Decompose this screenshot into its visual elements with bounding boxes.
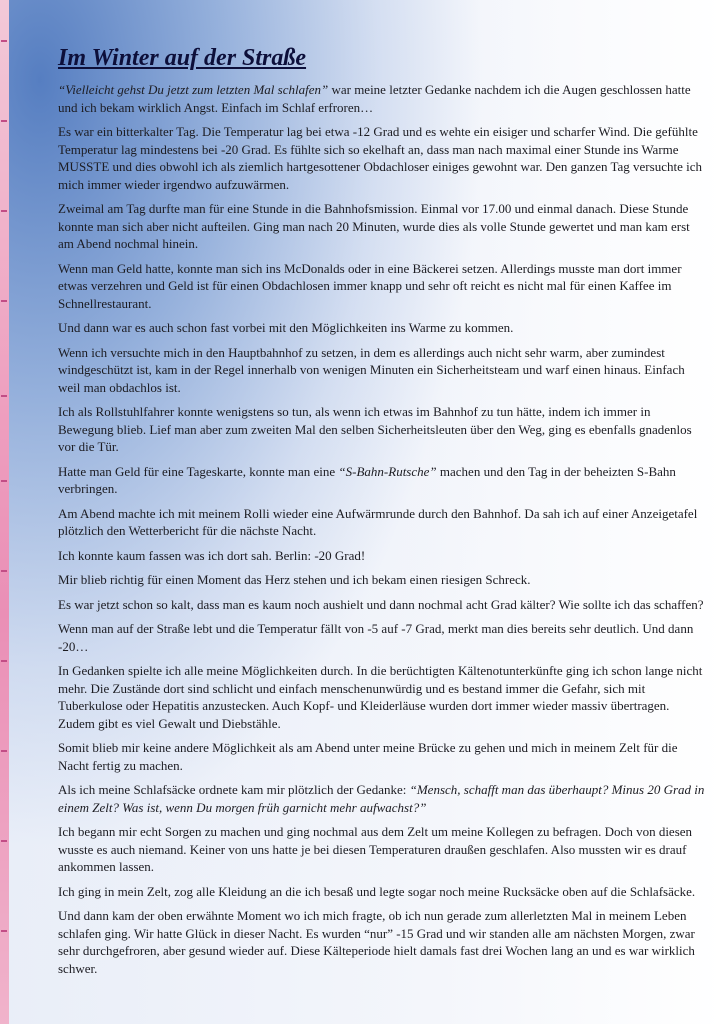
paragraph-text: Als ich meine Schlafsäcke ordnete kam mir plötzlich der Gedanke: — [58, 782, 410, 797]
paragraph: Ich ging in mein Zelt, zog alle Kleidung an die ich besaß und legte sogar noch meine Rucksäcke oben auf die Schlafsäcke. — [58, 883, 696, 899]
paragraph: In Gedanken spielte ich alle meine Möglichkeiten durch. In die berüchtigten Kältenotunterkünfte ging ich schon lange nicht mehr. Die Zustände dort sind schlicht und einfach menschenunwürdig und es bestand immer die Gefahr, sich mit Tuberkulose oder Hepatitis anzustecken. Auch Kopf- und Kleiderläuse wurden dort immer wieder massiv übertragen. Zudem gibt es viel Gewalt und Diebstähle. — [58, 663, 703, 731]
paragraph: Ich begann mir echt Sorgen zu machen und ging nochmal aus dem Zelt um meine Kollegen zu befragen. Doch von diesen wusste es auch niemand. Keiner von uns hatte je bei diesen Temperaturen draußen geschlafen. Also mussten wir es drauf ankommen lassen. — [58, 824, 693, 874]
article — [58, 44, 706, 984]
paragraph: Am Abend machte ich mit meinem Rolli wieder eine Aufwärmrunde durch den Bahnhof. Da sah ich auf einer Anzeigetafel plötzlich den Wetterbericht für die nächste Nacht. — [58, 505, 698, 538]
edge-mark — [1, 750, 7, 752]
paragraph-text: machen und den Tag in der beheizten S-Bahn verbringen. — [58, 463, 676, 496]
paragraph: Es war jetzt schon so kalt, dass man es kaum noch aushielt und dann nochmal acht Grad kälter? Wie sollte ich das schaffen? — [58, 596, 704, 612]
page-edge-strip — [0, 0, 9, 1024]
page-title: Im Winter auf der Straße — [58, 45, 307, 71]
paragraph: Zweimal am Tag durfte man für eine Stunde in die Bahnhofsmission. Einmal vor 17.00 und einmal danach. Diese Stunde konnte man sich aber nicht aufteilen. Ging man nach 20 Minuten, wurde dies als volle Stunde gewertet und man kam erst am Abend nochmal hinein. — [58, 201, 690, 251]
paragraph: Wenn man auf der Straße lebt und die Temperatur fällt von -5 auf -7 Grad, merkt man dies bereits sehr deutlich. Und dann -20… — [58, 621, 694, 654]
paragraph-text: Hatte man Geld für eine Tageskarte, konnte man eine — [58, 463, 339, 479]
edge-mark — [1, 660, 7, 662]
edge-mark — [1, 210, 7, 212]
edge-mark — [1, 120, 7, 122]
edge-mark — [1, 300, 7, 302]
edge-mark — [1, 930, 7, 932]
paragraph: Wenn ich versuchte mich in den Hauptbahnhof zu setzen, in dem es allerdings auch nicht sehr warm, aber zumindest windgeschützt ist, kam in der Regel innerhalb von wenigen Minuten ein Sicherheitsteam und warf einen hinaus. Einfach weil man obdachlos ist. — [58, 344, 685, 395]
paragraph — [58, 81, 706, 116]
paragraph — [58, 781, 706, 816]
paragraph: Wenn man Geld hatte, konnte man sich ins McDonalds oder in eine Bäckerei setzen. Allerdings musste man dort immer etwas verzehren und Geld ist für einen Obdachlosen immer knapp und sehr oft reicht es nicht mal für einen Kaffee im Schnellrestaurant. — [58, 260, 682, 311]
paragraph: Somit blieb mir keine andere Möglichkeit als am Abend unter meine Brücke zu gehen und mich in meinem Zelt für die Nacht fertig zu machen. — [58, 740, 678, 773]
edge-mark — [1, 395, 7, 397]
edge-mark — [1, 840, 7, 842]
paragraph: Und dann kam der oben erwähnte Moment wo ich mich fragte, ob ich nun gerade zum allerletzten Mal in meinem Leben schlafen ging. Wir hatte Glück in dieser Nacht. Es wurden “nur” -15 Grad und wir standen alle am nächsten Morgen, zwar sehr durchgefroren, aber gesund wieder auf. Diese Kälteperiode hielt damals fast drei Wochen lang an und es war wirklich schwer. — [58, 908, 695, 976]
paragraph: Mir blieb richtig für einen Moment das Herz stehen und ich bekam einen riesigen Schreck. — [58, 572, 531, 587]
paragraph — [58, 463, 706, 498]
paragraph-text: war meine letzter Gedanke nachdem ich die Augen geschlossen hatte und ich bekam wirklich Angst. Einfach im Schlaf erfroren… — [58, 82, 691, 115]
edge-mark — [1, 40, 7, 42]
paragraph: Es war ein bitterkalter Tag. Die Temperatur lag bei etwa -12 Grad und es wehte ein eisiger und scharfer Wind. Die gefühlte Temperatur lag mindestens bei -20 Grad. Es fühlte sich so ekelhaft an, dass man nach maximal einer Stunde ins Warme MUSSTE und dies obwohl ich als ziemlich hartgesottener Obdachloser einiges gewohnt war. Den ganzen Tag versuchte ich mich immer wieder irgendwo aufzuwärmen. — [58, 124, 702, 192]
italic-quote: “S-Bahn-Rutsche” — [338, 463, 437, 479]
edge-mark — [1, 480, 7, 482]
paragraph: Ich konnte kaum fassen was ich dort sah. Berlin: -20 Grad! — [58, 547, 366, 563]
edge-mark — [1, 570, 7, 572]
italic-quote: “Mensch, schafft man das überhaupt? Minus 20 Grad in einem Zelt? Was ist, wenn Du morgen früh garnicht mehr aufwachst?” — [58, 782, 705, 815]
italic-quote: “Vielleicht gehst Du jetzt zum letzten Mal schlafen” — [58, 82, 329, 97]
paragraph: Und dann war es auch schon fast vorbei mit den Möglichkeiten ins Warme zu kommen. — [58, 320, 514, 335]
paragraph: Ich als Rollstuhlfahrer konnte wenigstens so tun, als wenn ich etwas im Bahnhof zu tun hätte, indem ich immer in Bewegung blieb. Lief man aber zum zweiten Mal den selben Sicherheitsleuten über den Weg, ging es ebenfalls gnadenlos vor die Tür. — [58, 404, 692, 454]
